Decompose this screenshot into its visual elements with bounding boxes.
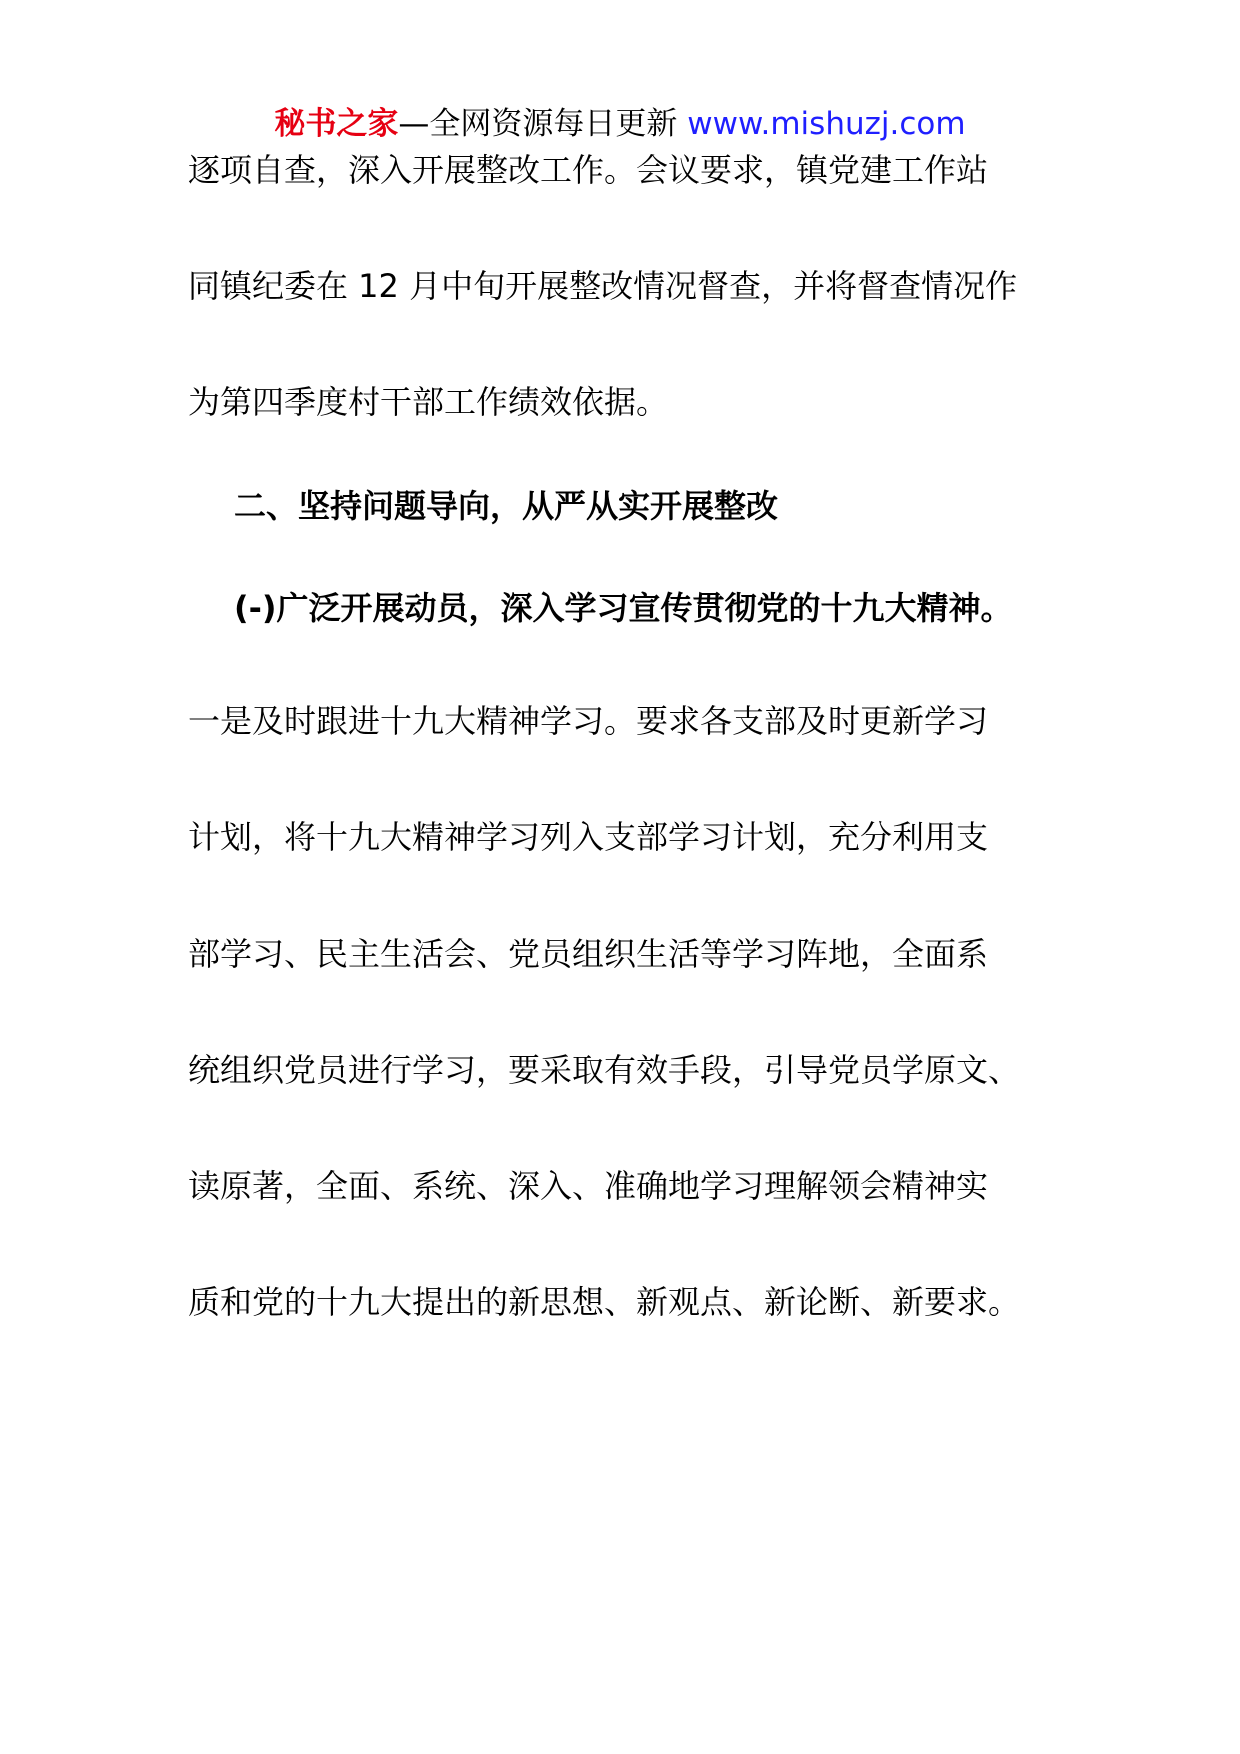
paragraph-line: 一是及时跟进十九大精神学习。要求各支部及时更新学习 (188, 702, 989, 740)
subsection-heading: (-)广泛开展动员，深入学习宣传贯彻党的十九大精神。 (234, 589, 1013, 627)
section-heading: 二、坚持问题导向，从严从实开展整改 (234, 487, 779, 525)
brand-name: 秘书之家 (274, 106, 399, 142)
paragraph-line: 统组织党员进行学习，要采取有效手段，引导党员学原文、 (188, 1051, 1021, 1089)
paragraph-line: 逐项自查，深入开展整改工作。会议要求，镇党建工作站 (188, 151, 989, 189)
page-header (0, 104, 1240, 144)
paragraph-line: 计划，将十九大精神学习列入支部学习计划，充分利用支 (188, 818, 989, 856)
header-url-link[interactable]: www.mishuzj.com (687, 106, 966, 142)
paragraph-line: 部学习、民主生活会、党员组织生活等学习阵地，全面系 (188, 935, 989, 973)
header-tagline: —全网资源每日更新 (398, 106, 688, 142)
paragraph-line: 同镇纪委在 12 月中旬开展整改情况督查，并将督查情况作 (188, 267, 1018, 305)
paragraph-line: 质和党的十九大提出的新思想、新观点、新论断、新要求。 (188, 1283, 1021, 1321)
paragraph-line: 为第四季度村干部工作绩效依据。 (188, 383, 669, 421)
paragraph-line: 读原著，全面、系统、深入、准确地学习理解领会精神实 (188, 1167, 989, 1205)
